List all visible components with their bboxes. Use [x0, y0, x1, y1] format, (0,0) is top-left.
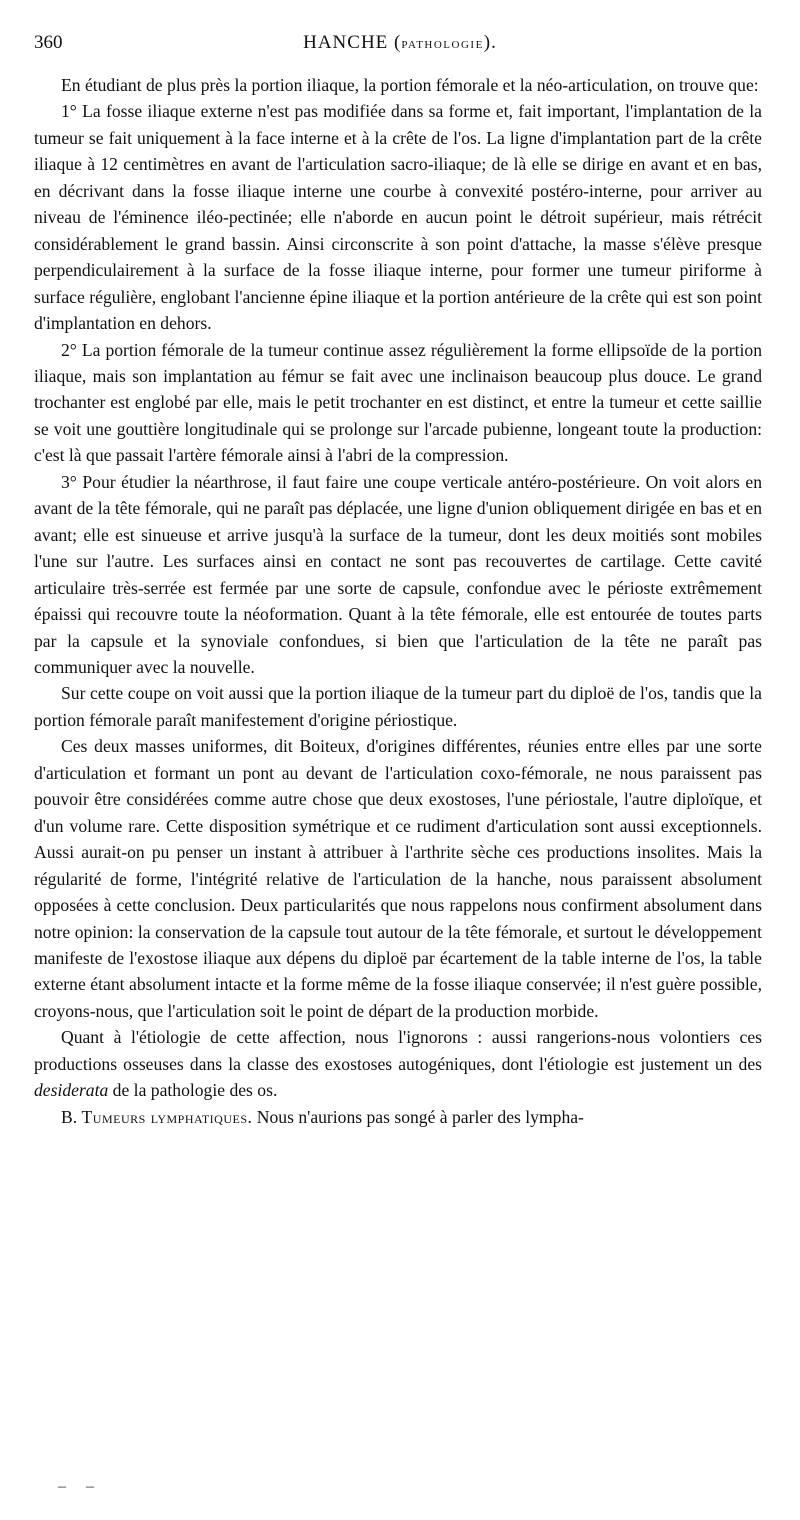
- paragraph-intro: En étudiant de plus près la portion iliaque, la portion fémorale et la néo-articulation, on trouve que:: [61, 75, 759, 95]
- etiology-text-before: Quant à l'étiologie de cette affection, nous l'ignorons : aussi rangerions-nous volontiers ces productions osseuses dans la classe des exostoses autogéniques, dont l'étiologie est justement un des: [34, 1027, 762, 1074]
- footer-mark: – –: [58, 1478, 102, 1495]
- body-text: [34, 72, 762, 1130]
- paragraph-etiology: [34, 1024, 762, 1103]
- section-b-label: B.: [61, 1106, 82, 1127]
- page-number: 360: [34, 32, 63, 53]
- page-header: [34, 32, 766, 62]
- running-title-main: HANCHE (: [303, 32, 402, 53]
- paragraph-point-2: 2° La portion fémorale de la tumeur continue assez régulièrement la forme ellipsoïde de la portion iliaque, mais son implantation au fémur se fait avec une inclinaison beaucoup plus douce. Le grand trochanter est englobé par elle, mais le petit trochanter en est distinct, et entre la tumeur et cette saillie se voit une gouttière longitudinale qui se prolonge sur l'arcade pubienne, longeant toute la production: c'est là que passait l'artère fémorale ainsi à l'abri de la compression.: [34, 339, 762, 466]
- section-b-heading: Tumeurs lymphatiques.: [81, 1106, 253, 1127]
- paragraph-point-1: 1° La fosse iliaque externe n'est pas modifiée dans sa forme et, fait important, l'implantation de la tumeur se fait uniquement à la face interne et à la crête de l'os. La ligne d'implantation part de la crête iliaque à 12 centimètres en avant de l'articulation sacro-iliaque; de là elle se dirige en avant et en bas, en décrivant dans la fosse iliaque interne une courbe à convexité postéro-interne, pour arriver au niveau de l'éminence iléo-pectinée; elle n'aborde en aucun point le détroit supérieur, mais rétrécit considérablement le grand bassin. Ainsi circonscrite à son point d'attache, la masse s'élève presque perpendiculairement à la surface de la fosse iliaque interne, pour former une tumeur piriforme à surface régulière, englobant l'ancienne épine iliaque et la portion antérieure de la crête qui est son point d'implantation en dehors.: [34, 101, 762, 334]
- running-title-sub: pathologie: [401, 36, 484, 52]
- paragraph-point-3: 3° Pour étudier la néarthrose, il faut faire une coupe verticale antéro-postérieure. On voit alors en avant de la tête fémorale, qui ne paraît pas déplacée, une ligne d'union obliquement dirigée en bas et en avant; elle est sinueuse et arrive jusqu'à la surface de la tumeur, dont les deux moitiés sont mobiles l'une sur l'autre. Les surfaces ainsi en contact ne sont pas recouvertes de cartilage. Cette cavité articulaire très-serrée est fermée par une sorte de capsule, confondue avec le périoste extrêmement épaissi qui recouvre toute la néoformation. Quant à la tête fémorale, elle est entourée de toutes parts par la capsule et la synoviale confondues, si bien que l'articulation de la tête ne paraît pas communiquer avec la nouvelle.: [34, 471, 762, 677]
- running-title-end: ).: [483, 32, 497, 53]
- etiology-text-after: de la pathologie des os.: [108, 1080, 278, 1101]
- paragraph-section-coupe: Sur cette coupe on voit aussi que la portion iliaque de la tumeur part du diploë de l'os, tandis que la portion fémorale paraît manifestement d'origine périostique.: [34, 683, 762, 730]
- section-b-text: Nous n'aurions pas songé à parler des lympha-: [252, 1106, 584, 1127]
- etiology-emphasis: desiderata: [34, 1080, 109, 1101]
- paragraph-boiteux: Ces deux masses uniformes, dit Boiteux, d'origines différentes, réunies entre elles par une sorte d'articulation et formant un pont au devant de l'articulation coxo-fémorale, ne nous paraissent pas pouvoir être considérées comme autre chose que deux exostoses, l'une périostale, l'autre diploïque, et d'un volume rare. Cette disposition symétrique et ce rudiment d'articulation sont aussi exceptionnels. Aussi aurait-on pu penser un instant à attribuer à l'arthrite sèche ces productions insolites. Mais la régularité de forme, l'intégrité relative de l'articulation de la hanche, nous paraissent absolument opposées à cette conclusion. Deux particularités que nous rappelons nous confirment absolument dans notre opinion: la conservation de la capsule tout autour de la tête fémorale, et surtout le développement manifeste de l'exostose iliaque aux dépens du diploë par écartement de la table interne de l'os, la table externe étant absolument intacte et la forme même de la fosse iliaque conservée; il n'est guère possible, croyons-nous, que l'articulation soit le point de départ de la production morbide.: [34, 736, 762, 1021]
- running-title: [34, 32, 766, 54]
- paragraph-section-b: [34, 1104, 762, 1130]
